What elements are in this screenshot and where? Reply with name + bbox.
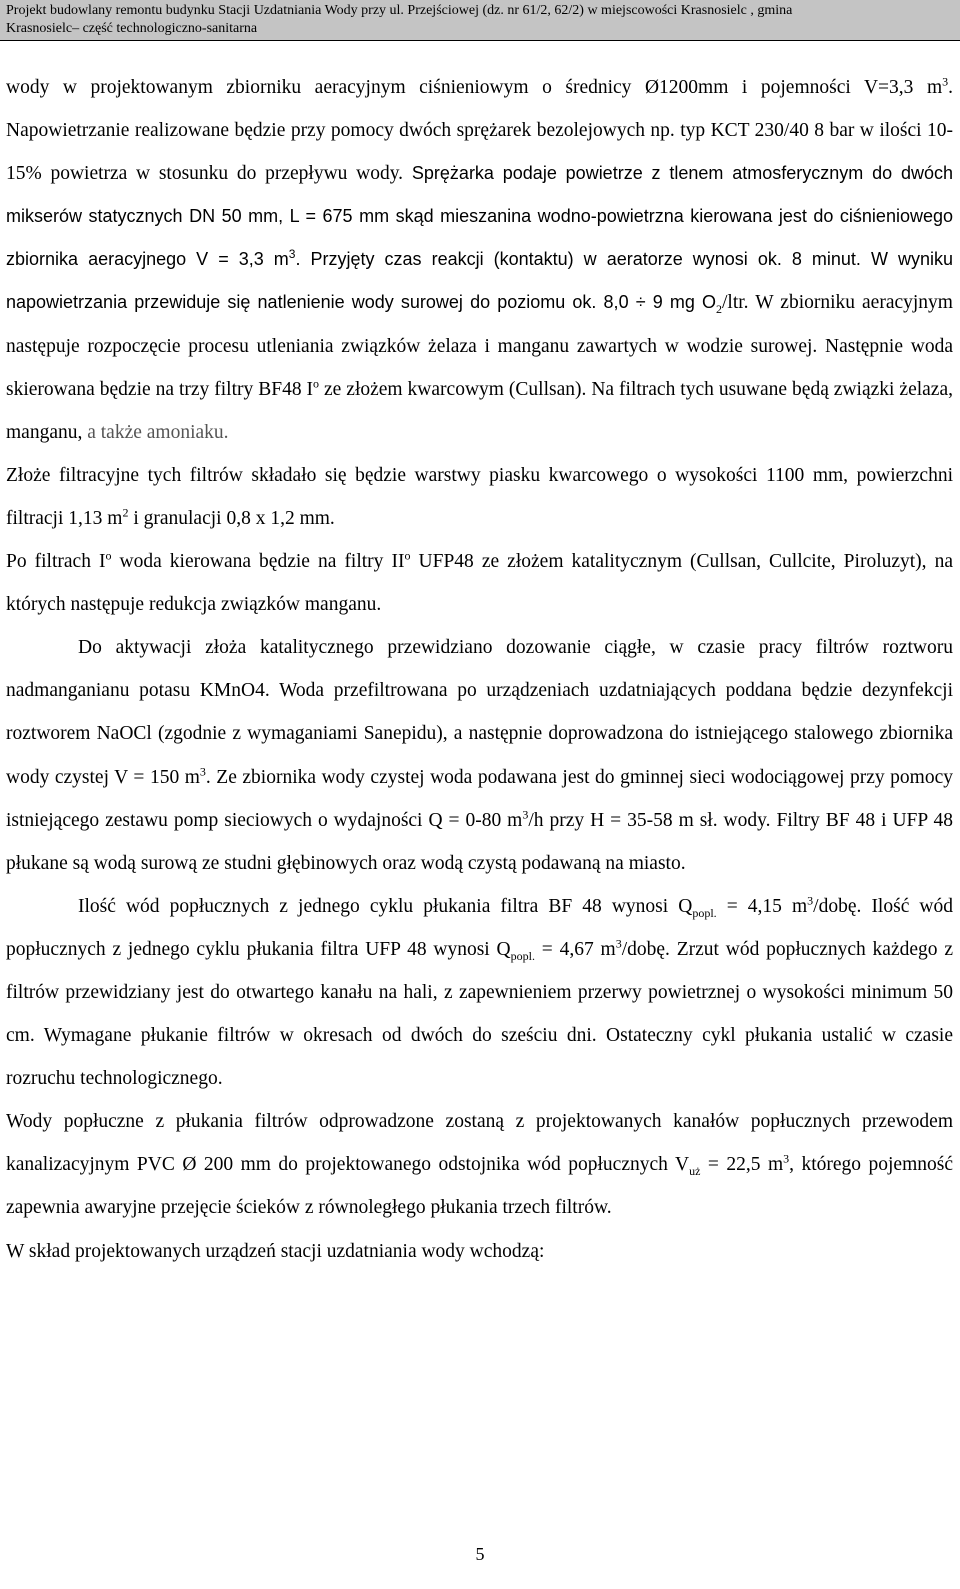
superscript: 3: [783, 1151, 790, 1166]
subscript: popl.: [510, 948, 535, 963]
paragraph-aeration: [6, 66, 953, 454]
text: /ltr.: [722, 292, 749, 314]
text: UFP48 ze złożem katalitycznym (Cullsan, Cullcite, Piroluzyt), na których następuje redukcja związków manganu.: [6, 551, 953, 616]
text: . Ze zbiornika wody czystej woda podawana jest do gminnej sieci wodociągowej przy pomocy istniejącego zestawu pomp sieciowych o wydajności Q = 0-80 m: [6, 766, 954, 831]
text: Zrzut wód popłucznych każdego z filtrów przewidziany jest do otwartego kanału na hali, z zapewnieniem przerwy powietrznej o wysokości minimum 50 cm. Wymagane płukanie filtrów w okresach od dwóch do sześciu dni. Ostateczny cykl płukania ustalić w czasie rozruchu technologicznego.: [6, 938, 953, 1090]
text: Filtry BF 48 i UFP 48 płukane są wodą surową ze studni głębinowych oraz wodą czystą podawaną na miasto.: [6, 809, 953, 874]
text: , którego pojemność zapewnia awaryjne przejęcie ścieków z równoległego płukania trzech filtrów.: [6, 1154, 953, 1219]
superscript: o: [404, 548, 411, 563]
text: . Przyjęty czas reakcji (kontaktu) w aeratorze wynosi ok. 8 minut. W wyniku napowietrzania przewiduje się natlenienie wody surowej do poziomu ok. 8,0 ÷ 9 mg O: [6, 249, 953, 313]
superscript: 3: [615, 936, 622, 951]
text: Do aktywacji złoża katalitycznego przewidziano dozowanie ciągłe, w czasie pracy filtrów roztworu nadmanganianu potasu KMnO4. Woda przefiltrowana po urządzeniach uzdatniających poddana będzie dezynfekcji roztworem NaOCl (zgodnie z wymaganiami Sanepidu), a następnie doprowadzona do istniejącego stalowego zbiornika wody czystej V = 150 m: [6, 637, 953, 788]
subscript: uż: [689, 1164, 701, 1179]
text: /dobę.: [621, 938, 670, 960]
paragraph-activation: [6, 626, 953, 885]
superscript: 3: [288, 247, 296, 262]
superscript: o: [313, 376, 320, 391]
text: . Napowietrzanie realizowane będzie przy pomocy dwóch sprężarek bezolejowych np. typ KCT 230/40 8 bar w ilości 10-15% powietrza w stosunku do przepływu wody.: [6, 77, 953, 185]
text: /dobę.: [813, 895, 862, 917]
text: wody w projektowanym zbiorniku aeracyjnym ciśnieniowym o średnicy Ø1200mm i pojemności V=3,3 m: [6, 77, 943, 98]
page-number: 5: [475, 1544, 485, 1564]
text: ze złożem kwarcowym (Cullsan).: [319, 378, 587, 400]
paragraph-settler: [6, 1100, 953, 1229]
text: i granulacji 0,8 x 1,2 mm.: [128, 507, 335, 529]
text: W zbiorniku aeracyjnym następuje rozpoczęcie procesu utleniania związków żelaza i manganu zawartych w wodzie surowej.: [6, 292, 953, 357]
text: Złoże filtracyjne tych filtrów składało się będzie warstwy piasku kwarcowego o wysokości 1100 mm, powierzchni filtracji 1,13 m: [6, 464, 953, 529]
text: Sprężarka podaje powietrze z tlenem atmosferycznym do dwóch mikserów statycznych DN 50 mm, L = 675 mm skąd mieszanina wodno-powietrzna kierowana jest do ciśnieniowego zbiornika aeracyjnego V = 3,3 m: [6, 163, 953, 270]
text: Po filtrach I: [6, 551, 106, 573]
superscript: o: [105, 548, 112, 563]
superscript: 2: [122, 505, 129, 520]
text: /h przy H = 35-58 m sł. wody.: [528, 809, 771, 831]
text: = 4,15 m: [716, 895, 808, 917]
superscript: 3: [522, 807, 529, 822]
text: = 22,5 m: [700, 1154, 784, 1176]
text: W skład projektowanych urządzeń stacji uzdatniania wody wchodzą:: [6, 1240, 545, 1262]
paragraph-backwash: [6, 885, 953, 1100]
text: [6, 163, 953, 312]
header-line-2: Krasnosielc– część technologiczno-sanitarna: [6, 21, 258, 36]
subscript: 2: [716, 302, 723, 317]
superscript: 3: [807, 893, 814, 908]
text: Na filtrach tych usuwane będą związki żelaza, manganu,: [6, 378, 953, 443]
text: a także amoniaku.: [82, 421, 229, 443]
text: Następnie woda skierowana będzie na trzy filtry BF48 I: [6, 335, 953, 400]
text: Ilość wód popłucznych z jednego cyklu płukania filtra UFP 48 wynosi Q: [6, 895, 953, 960]
text: woda kierowana będzie na filtry II: [111, 551, 405, 573]
superscript: 3: [942, 74, 949, 89]
text: Ilość wód popłucznych z jednego cyklu płukania filtra BF 48 wynosi Q: [78, 895, 693, 917]
page-header: [0, 0, 960, 41]
subscript: popl.: [692, 905, 717, 920]
paragraph-equipment-intro: [6, 1230, 953, 1273]
header-line-1: Projekt budowlany remontu budynku Stacji Uzdatniania Wody przy ul. Przejściowej (dz. nr 61/2, 62/2) w miejscowości Krasnosielc , gmina: [6, 3, 793, 18]
document-body: [6, 66, 953, 1273]
text: = 4,67 m: [534, 938, 616, 960]
text: Wody popłuczne z płukania filtrów odprowadzone zostaną z projektowanych kanałów popłucznych przewodem kanalizacyjnym PVC Ø 200 mm do projektowanego odstojnika wód popłucznych V: [6, 1111, 953, 1176]
paragraph-filter-bed: [6, 454, 953, 540]
paragraph-second-stage: [6, 540, 953, 626]
superscript: 3: [199, 764, 206, 778]
